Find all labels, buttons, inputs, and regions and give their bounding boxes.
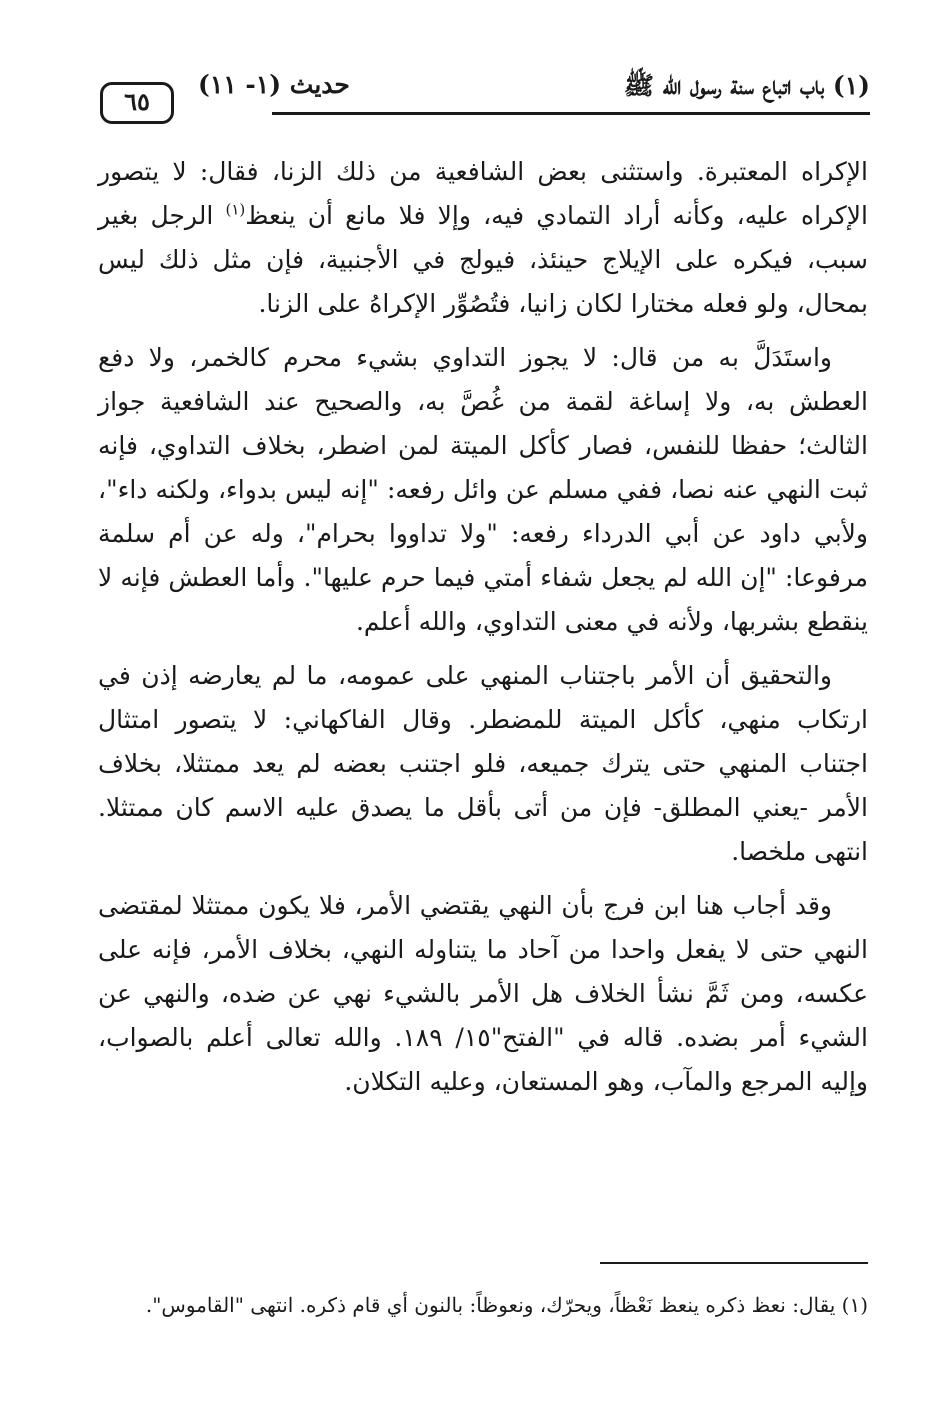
chapter-title: (١) باب اتباع سنة رسول الله ﷺ xyxy=(623,71,870,100)
main-text xyxy=(98,150,868,1114)
footnote-reference[interactable]: (١) xyxy=(225,200,246,219)
footnote-separator xyxy=(600,1262,868,1264)
page-number-box xyxy=(100,82,174,124)
page-number: ٦٥ xyxy=(124,87,150,116)
page-header xyxy=(100,62,870,122)
header-rule xyxy=(272,112,870,115)
footnote: (١) يقال: نعظ ذكره ينعظ نَعْظاً، ويحرّك، ونعوظاً: بالنون أي قام ذكره. انتهى "القاموس". xyxy=(145,1293,868,1317)
paragraph xyxy=(98,150,868,326)
paragraph: وقد أجاب هنا ابن فرج بأن النهي يقتضي الأمر، فلا يكون ممتثلا لمقتضى النهي حتى لا يفعل واحدا من آحاد ما يتناوله النهي، بخلاف الأمر، فإنه على عكسه، ومن ثَمَّ نشأ الخلاف هل الأمر بالشيء نهي عن ضده، والنهي عن الشيء أمر بضده. قاله في "الفتح"١٥/ ١٨٩. والله تعالى أعلم بالصواب، وإليه المرجع والمآب، وهو المستعان، وعليه التكلان. xyxy=(98,891,868,1096)
paragraph-text: الرجل بغير سبب، فيكره على الإيلاج حينئذ، فيولج في الأجنبية، فإن مثل ذلك ليس بمحال، ولو فعله مختارا لكان زانيا، فتُصُوِّر الإكراهُ على الزنا. xyxy=(98,201,868,318)
paragraph-text: الإكراه المعتبرة. واستثنى بعض الشافعية من ذلك الزنا، فقال: لا يتصور الإكراه عليه، وكأنه أراد التمادي فيه، وإلا فلا مانع أن ينعظ xyxy=(98,157,869,230)
paragraph: واستَدَلَّ به من قال: لا يجوز التداوي بشيء محرم كالخمر، ولا دفع العطش به، ولا إساغة لقمة من غُصَّ به، والصحيح عند الشافعية جواز الثالث؛ حفظا للنفس، فصار كأكل الميتة لمن اضطر، بخلاف التداوي، فإنه ثبت النهي عنه نصا، ففي مسلم عن وائل رفعه: "إنه ليس بدواء، ولكنه داء"، ولأبي داود عن أبي الدرداء رفعه: "ولا تداووا بحرام"، وله عن أم سلمة مرفوعا: "إن الله لم يجعل شفاء أمتي فيما حرم عليها". وأما العطش فإنه لا ينقطع بشربها، ولأنه في معنى التداوي، والله أعلم. xyxy=(98,343,868,636)
paragraph: والتحقيق أن الأمر باجتناب المنهي على عمومه، ما لم يعارضه إذن في ارتكاب منهي، كأكل الميتة للمضطر. وقال الفاكهاني: لا يتصور امتثال اجتناب المنهي حتى يترك جميعه، فلو اجتنب بعضه لم يعد ممتثلا، بخلاف الأمر -يعني المطلق- فإن من أتى بأقل ما يصدق عليه الاسم كان ممتثلا. انتهى ملخصا. xyxy=(98,661,868,866)
hadith-range: حديث (١- ١١) xyxy=(198,70,350,99)
